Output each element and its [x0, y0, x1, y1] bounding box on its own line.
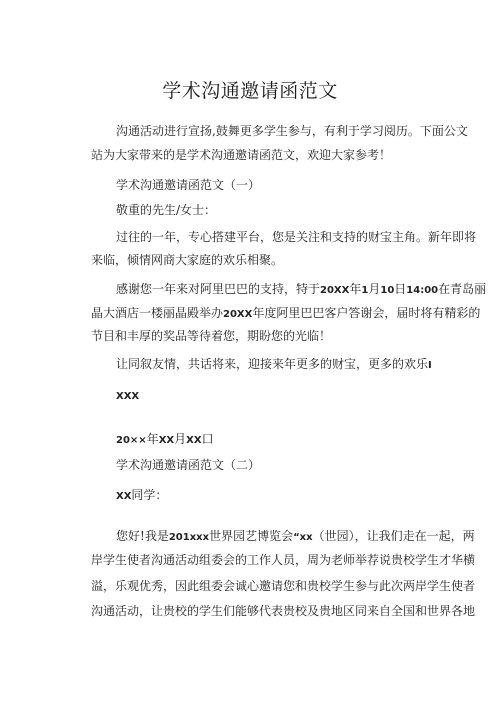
body-line: 让同叙友情，共话将来，迎接来年更多的财宝，更多的欢乐I	[116, 357, 432, 371]
body-line: 敬重的先生/女士：	[116, 203, 217, 217]
body-line: XX同学：	[116, 488, 168, 502]
body-line: 沟通活动，让贵校的学生们能够代表贵校及贵地区同来自全国和世界各地	[91, 604, 476, 618]
body-line: 节目和丰厚的奖品等待着您，期盼您的光临！	[91, 329, 332, 343]
body-line: 学术沟通邀请函范文（一）	[116, 178, 261, 192]
body-line: 感谢您一年来对阿里巴巴的支持，特于20XX年1月10日14:00在青岛丽	[116, 282, 487, 296]
body-line: 岸学生使者沟通活动组委会的工作人员，周为老师举荐说贵校学生才华横	[91, 553, 476, 567]
body-line: 沟通活动进行宣扬,鼓舞更多学生参与，有利于学习阅历。下面公文	[116, 124, 468, 138]
body-line: 过往的一年，专心搭建平台，您是关注和支持的财宝主角。新年即将	[116, 230, 477, 244]
body-line: 晶大酒店一楼丽晶殿举办20XX年度阿里巴巴客户答谢会，届时将有精彩的	[91, 306, 481, 320]
body-line: 站为大家带来的是学术沟通邀请函范文，欢迎大家参考！	[91, 148, 392, 162]
body-line: 您好!我是201xxx世界园艺博览会“xx（世园），让我们走在一起，两	[116, 529, 475, 543]
body-line: 20××年XX月XX口	[116, 432, 214, 446]
body-line: 溢，乐观优秀，因此组委会诚心邀请您和贵校学生参与此次两岸学生使者	[91, 579, 476, 593]
body-line: 学术沟通邀请函范文（二）	[116, 458, 261, 472]
body-line: XXX	[116, 391, 140, 402]
document-title: 学术沟通邀请函范文	[162, 80, 338, 102]
body-line: 来临，倾情网商大家庭的欢乐相聚。	[91, 253, 284, 267]
